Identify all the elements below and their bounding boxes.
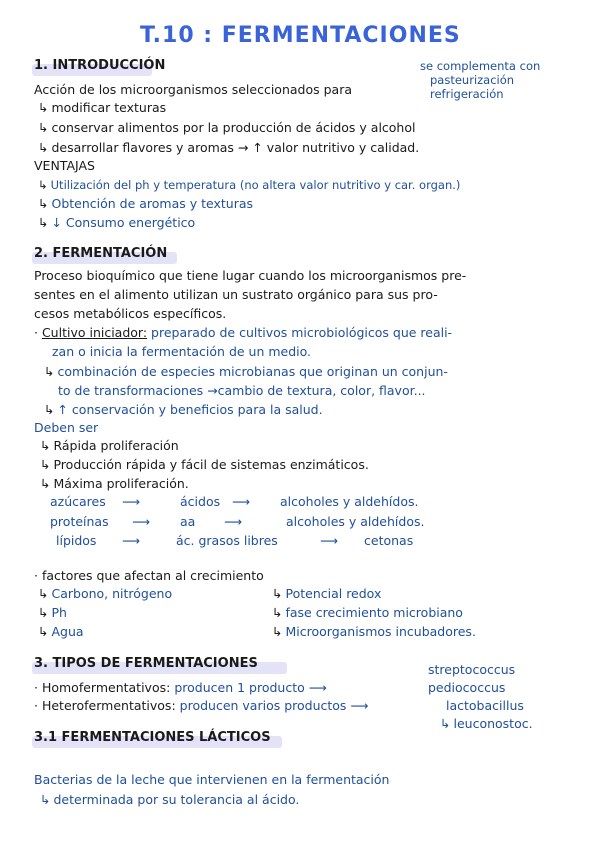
side-note-2: pasteurización <box>430 73 515 87</box>
conversion-mid: ácidos <box>180 494 221 509</box>
arrow-icon: ⟶ <box>122 494 140 509</box>
homo-text: producen 1 producto <box>174 680 305 695</box>
conversion-from: proteínas <box>50 514 109 529</box>
cultivo-line: · Cultivo iniciador: preparado de cultivos microbiológicos que reali- <box>34 325 453 340</box>
intro-line: Acción de los microorganismos seleccionados para <box>34 82 352 97</box>
ventaja-item: ↳ ↓ Consumo energético <box>38 215 196 230</box>
arrow-icon: ↳ <box>272 624 283 639</box>
deben-item: ↳ Máxima proliferación. <box>40 476 189 491</box>
purpose-item: ↳ desarrollar flavores y aromas → ↑ valor nutritivo y calidad. <box>38 140 420 155</box>
arrow-icon: ↳ <box>38 624 49 639</box>
arrow-icon: ↳ <box>40 438 51 453</box>
definition-line: Proceso bioquímico que tiene lugar cuando los microorganismos pre- <box>34 268 467 283</box>
arrow-icon: ⟶ <box>122 533 140 548</box>
cultivo-item: to de transformaciones →cambio de textura, color, flavor... <box>58 383 426 398</box>
ventaja-item: ↳ Utilización del ph y temperatura (no altera valor nutritivo y car. organ.) <box>38 178 461 192</box>
deben-label: Deben ser <box>34 420 99 435</box>
arrow-icon: ↳ <box>44 364 55 379</box>
conversion-mid: aa <box>180 514 196 529</box>
side-note-1: se complementa con <box>420 59 541 73</box>
conversion-to: alcoholes y aldehídos. <box>280 494 419 509</box>
purpose-item: ↳ conservar alimentos por la producción de ácidos y alcohol <box>38 120 416 135</box>
factores-label: · factores que afectan al crecimiento <box>34 568 264 583</box>
arrow-icon: ↳ <box>38 215 49 230</box>
factor-item: ↳ Ph <box>38 605 67 620</box>
deben-item: ↳ Rápida proliferación <box>40 438 179 453</box>
homo-line: · Homofermentativos: producen 1 producto ⟶ <box>34 680 327 695</box>
conversion-mid: ác. grasos libres <box>176 533 278 548</box>
ventaja-item: ↳ Obtención de aromas y texturas <box>38 196 254 211</box>
hetero-example: ↳ leuconostoc. <box>440 716 533 731</box>
arrow-icon: ⟶ <box>232 494 250 509</box>
purpose-item: ↳ modificar texturas <box>38 100 167 115</box>
cultivo-item: ↳ combinación de especies microbianas que originan un conjun- <box>44 364 448 379</box>
deben-item: ↳ Producción rápida y fácil de sistemas enzimáticos. <box>40 457 369 472</box>
factor-item: ↳ Potencial redox <box>272 586 382 601</box>
side-note-3: refrigeración <box>430 87 504 101</box>
arrow-icon: ↳ <box>38 120 49 135</box>
arrow-icon: ↳ <box>40 457 51 472</box>
arrow-icon: ⟶ <box>132 514 150 529</box>
conversion-from: azúcares <box>50 494 106 509</box>
cultivo-text-2: zan o inicia la fermentación de un medio. <box>52 344 312 359</box>
homo-example: pediococcus <box>428 680 506 695</box>
arrow-icon: ↳ <box>38 586 49 601</box>
arrow-icon: ⟶ <box>224 514 242 529</box>
arrow-icon: ↳ <box>44 402 55 417</box>
hetero-line: · Heterofermentativos: producen varios productos ⟶ <box>34 698 369 713</box>
arrow-icon: ↳ <box>38 178 48 192</box>
definition-line: sentes en el alimento utilizan un sustrato orgánico para sus pro- <box>34 287 438 302</box>
factor-item: ↳ fase crecimiento microbiano <box>272 605 463 620</box>
hetero-example: lactobacillus <box>446 698 524 713</box>
arrow-icon: ↳ <box>38 100 49 115</box>
section-2-heading: 2. FERMENTACIÓN <box>34 246 168 261</box>
factor-item: ↳ Agua <box>38 624 84 639</box>
page-title: T.10 : FERMENTACIONES <box>140 23 461 48</box>
section-3-heading: 3. TIPOS DE FERMENTACIONES <box>34 656 258 671</box>
ventajas-label: VENTAJAS <box>34 158 95 173</box>
arrow-icon: ↳ <box>38 196 49 211</box>
homo-label: Homofermentativos: <box>41 680 171 695</box>
lactic-line: ↳ determinada por su tolerancia al ácido. <box>40 792 300 807</box>
cultivo-text: preparado de cultivos microbiológicos que reali- <box>151 325 453 340</box>
arrow-icon: ↳ <box>40 792 51 807</box>
conversion-from: lípidos <box>56 533 97 548</box>
arrow-icon: ↳ <box>38 140 49 155</box>
cultivo-label: Cultivo iniciador: <box>41 325 148 340</box>
hetero-text: producen varios productos <box>179 698 347 713</box>
arrow-icon: ↳ <box>40 476 51 491</box>
arrow-icon: ↳ <box>38 605 49 620</box>
lactic-line: Bacterias de la leche que intervienen en la fermentación <box>34 772 390 787</box>
arrow-icon: ⟶ <box>320 533 338 548</box>
conversion-to: alcoholes y aldehídos. <box>286 514 425 529</box>
definition-line: cesos metabólicos específicos. <box>34 306 227 321</box>
section-1-heading: 1. INTRODUCCIÓN <box>34 58 166 73</box>
arrow-icon: ↳ <box>272 605 283 620</box>
arrow-icon: ↳ <box>272 586 283 601</box>
conversion-to: cetonas <box>364 533 414 548</box>
homo-example: streptococcus <box>428 662 516 677</box>
factor-item: ↳ Carbono, nitrógeno <box>38 586 173 601</box>
subsection-heading: 3.1 FERMENTACIONES LÁCTICOS <box>34 730 271 745</box>
cultivo-item: ↳ ↑ conservación y beneficios para la salud. <box>44 402 323 417</box>
hetero-label: Heterofermentativos: <box>41 698 176 713</box>
factor-item: ↳ Microorganismos incubadores. <box>272 624 476 639</box>
